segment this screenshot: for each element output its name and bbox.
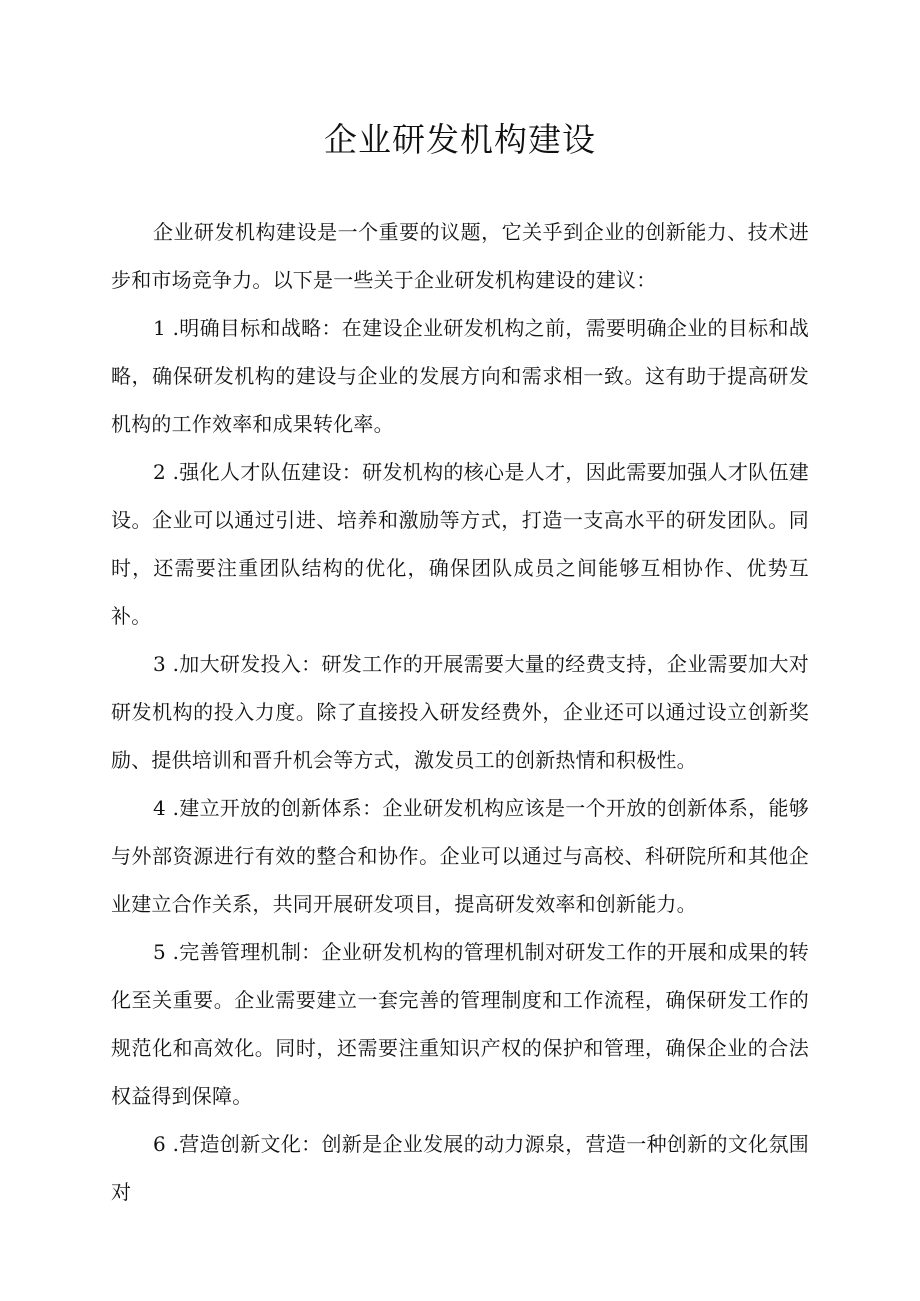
point-5-paragraph: 5 .完善管理机制：企业研发机构的管理机制对研发工作的开展和成果的转化至关重要。企业需要建立一套完善的管理制度和工作流程，确保研发工作的规范化和高效化。同时，还需要注重知识产权的保护和管理，确保企业的合法权益得到保障。 (111, 940, 809, 1108)
point-1-paragraph: 1 .明确目标和战略：在建设企业研发机构之前，需要明确企业的目标和战略，确保研发机构的建设与企业的发展方向和需求相一致。这有助于提高研发机构的工作效率和成果转化率。 (111, 316, 809, 436)
document-body (111, 208, 809, 1216)
point-2-paragraph: 2 .强化人才队伍建设：研发机构的核心是人才，因此需要加强人才队伍建设。企业可以通过引进、培养和激励等方式，打造一支高水平的研发团队。同时，还需要注重团队结构的优化，确保团队成员之间能够互相协作、优势互补。 (111, 460, 809, 628)
intro-paragraph: 企业研发机构建设是一个重要的议题，它关乎到企业的创新能力、技术进步和市场竞争力。以下是一些关于企业研发机构建设的建议： (111, 220, 809, 292)
point-3-paragraph: 3 .加大研发投入：研发工作的开展需要大量的经费支持，企业需要加大对研发机构的投入力度。除了直接投入研发经费外，企业还可以通过设立创新奖励、提供培训和晋升机会等方式，激发员工的创新热情和积极性。 (111, 652, 809, 772)
point-6-paragraph: 6 .营造创新文化：创新是企业发展的动力源泉，营造一种创新的文化氛围对 (111, 1132, 809, 1204)
point-4-paragraph: 4 .建立开放的创新体系：企业研发机构应该是一个开放的创新体系，能够与外部资源进行有效的整合和协作。企业可以通过与高校、科研院所和其他企业建立合作关系，共同开展研发项目，提高研发效率和创新能力。 (111, 796, 809, 916)
document-title: 企业研发机构建设 (324, 120, 596, 159)
